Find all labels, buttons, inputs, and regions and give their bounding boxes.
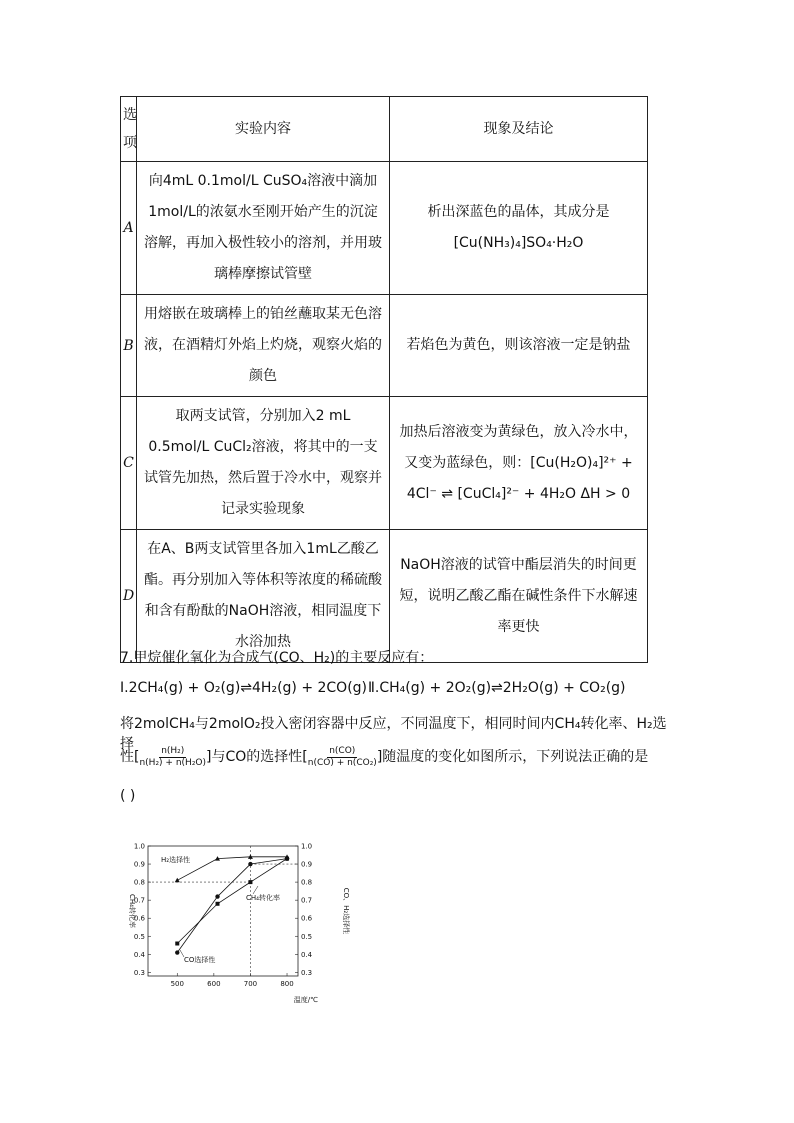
result-c: 加热后溶液变为黄绿色，放入冷水中，又变为蓝绿色，则：[Cu(H₂O)₄]²⁺ + 4Cl⁻ ⇌ [CuCl₄]²⁻ + 4H₂O ΔH > 0 xyxy=(390,397,648,530)
answer-blank: ( ) xyxy=(120,788,136,804)
y-tick-label-left: 0.5 xyxy=(133,932,145,941)
line4-part-a: 性[ xyxy=(120,749,140,765)
legend-co-selectivity: CO选择性 xyxy=(184,956,216,964)
line4-part-c: ]随温度的变化如图所示，下列说法正确的是 xyxy=(376,749,649,765)
y-tick-label-right: 0.3 xyxy=(301,968,313,977)
question-line-3: 将2molCH₄与2molO₂投入密闭容器中反应，不同温度下，相同时间内CH₄转化率、H₂选择 xyxy=(120,716,667,752)
reaction-2: Ⅱ.CH₄(g) + 2O₂(g)⇌2H₂O(g) + CO₂(g) xyxy=(368,680,626,696)
table-row xyxy=(121,162,648,295)
line4-part-b: ]与CO的选择性[ xyxy=(206,749,308,765)
data-point xyxy=(175,878,180,883)
result-b: 若焰色为黄色，则该溶液一定是钠盐 xyxy=(390,295,648,397)
series-line xyxy=(177,857,287,880)
y-tick-label-left: 0.7 xyxy=(133,896,145,905)
legend-pointer xyxy=(253,886,258,894)
header-result: 现象及结论 xyxy=(390,97,648,162)
table-header-row xyxy=(121,97,648,162)
content-b: 用熔嵌在玻璃棒上的铂丝蘸取某无色溶液，在酒精灯外焰上灼烧，观察火焰的颜色 xyxy=(137,295,390,397)
y-tick-label-left: 0.3 xyxy=(133,968,145,977)
table-row xyxy=(121,530,648,663)
question-line-4 xyxy=(120,742,680,772)
frac2-numerator: n(CO) xyxy=(329,745,356,756)
data-point xyxy=(285,856,289,860)
x-axis-label: 温度/℃ xyxy=(293,996,318,1004)
y-tick-label-right: 0.8 xyxy=(301,878,313,887)
frac2-denominator: n(CO) + n(CO₂) xyxy=(307,757,377,768)
result-d: NaOH溶液的试管中酯层消失的时间更短，说明乙酸乙酯在碱性条件下水解速率更快 xyxy=(390,530,648,663)
data-point xyxy=(216,902,220,906)
header-option: 选项 xyxy=(121,97,137,162)
series-line xyxy=(177,859,287,953)
data-point xyxy=(248,880,252,884)
option-a: A xyxy=(121,162,137,295)
question-stem: 7.甲烷催化氧化为合成气(CO、H₂)的主要反应有： xyxy=(120,650,434,666)
option-c: C xyxy=(121,397,137,530)
x-tick-label: 700 xyxy=(243,980,258,988)
y-tick-label-right: 0.5 xyxy=(301,932,313,941)
y-tick-label-right: 0.7 xyxy=(301,896,313,905)
data-point xyxy=(175,950,179,954)
data-point xyxy=(175,942,179,946)
x-tick-label: 600 xyxy=(207,980,221,988)
y-tick-label-right: 0.9 xyxy=(301,860,313,869)
co-selectivity-fraction xyxy=(308,746,377,769)
data-point xyxy=(215,894,219,898)
y-tick-label-right: 0.6 xyxy=(301,914,313,923)
frac1-denominator: n(H₂) + n(H₂O) xyxy=(139,757,207,768)
y-tick-label-left: 0.8 xyxy=(133,878,145,887)
experiment-table xyxy=(120,96,648,663)
result-a: 析出深蓝色的晶体，其成分是[Cu(NH₃)₄]SO₄·H₂O xyxy=(390,162,648,295)
h2-selectivity-fraction xyxy=(139,746,206,769)
option-b: B xyxy=(121,295,137,397)
y-tick-label-left: 1.0 xyxy=(133,842,145,851)
reaction-1: Ⅰ.2CH₄(g) + O₂(g)⇌4H₂(g) + 2CO(g) xyxy=(120,680,368,696)
plot-frame xyxy=(148,846,298,976)
content-a: 向4mL 0.1mol/L CuSO₄溶液中滴加1mol/L的浓氨水至刚开始产生的沉淀溶解，再加入极性较小的溶剂，并用玻璃棒摩擦试管壁 xyxy=(137,162,390,295)
header-content: 实验内容 xyxy=(137,97,390,162)
x-tick-label: 800 xyxy=(280,980,294,988)
y-tick-label-right: 0.4 xyxy=(301,950,313,959)
y-axis-label-left: CH₄转化率 xyxy=(128,894,136,928)
y-tick-label-left: 0.6 xyxy=(133,914,145,923)
legend-ch4-conversion: CH₄转化率 xyxy=(246,894,280,902)
content-c: 取两支试管，分别加入2 mL 0.5mol/L CuCl₂溶液，将其中的一支试管先加热，然后置于冷水中，观察并记录实验现象 xyxy=(137,397,390,530)
legend-h2-selectivity: H₂选择性 xyxy=(161,856,191,864)
y-tick-label-right: 1.0 xyxy=(301,842,313,851)
x-tick-label: 500 xyxy=(170,980,184,988)
table-row xyxy=(121,295,648,397)
y-axis-label-right: CO、H₂选择性 xyxy=(342,887,350,935)
methane-chart xyxy=(118,836,358,1006)
data-point xyxy=(248,862,252,866)
content-d: 在A、B两支试管里各加入1mL乙酸乙酯。再分别加入等体积等浓度的稀硫酸和含有酚酞的NaOH溶液，相同温度下水浴加热 xyxy=(137,530,390,663)
table-row xyxy=(121,397,648,530)
legend-pointer xyxy=(180,950,184,957)
y-tick-label-left: 0.9 xyxy=(133,860,145,869)
frac1-numerator: n(H₂) xyxy=(161,745,185,756)
option-d: D xyxy=(121,530,137,663)
y-tick-label-left: 0.4 xyxy=(133,950,145,959)
